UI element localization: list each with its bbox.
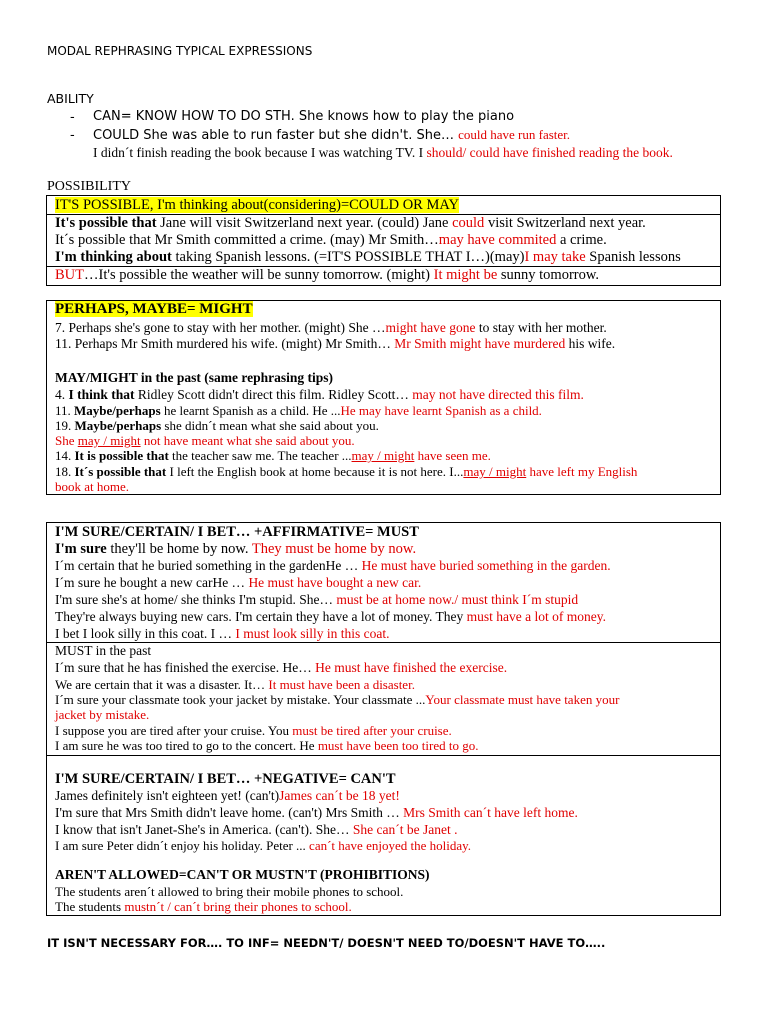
prohibition-line: The students aren´t allowed to bring their mobile phones to school. (55, 884, 404, 899)
must-line: I'm sure she's at home/ she thinks I'm stupid. She… must be at home now./ must think I´m stupid (55, 592, 579, 607)
perhaps-line: book at home. (55, 479, 130, 494)
perhaps-line: She may / might not have meant what she said about you. (55, 433, 355, 448)
possibility-line: It´s possible that Mr Smith committed a crime. (may) Mr Smith…may have commited a crime. (55, 232, 607, 248)
must-past-line: We are certain that it was a disaster. It… It must have been a disaster. (55, 677, 415, 692)
page-title: MODAL REPHRASING TYPICAL EXPRESSIONS (47, 44, 313, 58)
prohibitions-heading: AREN'T ALLOWED=CAN'T OR MUSTN'T (PROHIBITIONS) (55, 867, 430, 882)
perhaps-line: 11. Maybe/perhaps he learnt Spanish as a child. He ...He may have learnt Spanish as a child. (55, 403, 542, 418)
must-cant-box (46, 522, 721, 916)
cant-title: I'M SURE/CERTAIN/ I BET… +NEGATIVE= CAN'T (55, 771, 396, 787)
must-past-line: I suppose you are tired after your cruise. You must be tired after your cruise. (55, 723, 452, 738)
possibility-line: It's possible that Jane will visit Switzerland next year. (could) Jane could visit Switzerland next year. (55, 215, 646, 231)
perhaps-line: 14. It is possible that the teacher saw me. The teacher ...may / might have seen me. (55, 448, 491, 463)
bullet-dash: - (70, 110, 75, 125)
perhaps-line: 18. It´s possible that I left the English book at home because it is not here. I...may / might have left my English (55, 464, 638, 479)
cant-line: I know that isn't Janet-She's in America. (can't). She… She can´t be Janet . (55, 822, 458, 837)
possibility-line: I'm thinking about taking Spanish lessons. (=IT'S POSSIBLE THAT I…)(may)I may take Spanish lessons (55, 249, 681, 265)
must-line: They're always buying new cars. I'm certain they have a lot of money. They must have a lot of money. (55, 609, 606, 624)
must-past-line: I am sure he was too tired to go to the concert. He must have been too tired to go. (55, 738, 479, 753)
must-line: I bet I look silly in this coat. I … I must look silly in this coat. (55, 626, 390, 641)
must-past-line: I´m sure that he has finished the exercise. He… He must have finished the exercise. (55, 660, 508, 675)
possibility-line: BUT…It's possible the weather will be sunny tomorrow. (might) It might be sunny tomorrow. (55, 267, 600, 283)
cant-line: I'm sure that Mrs Smith didn't leave home. (can't) Mrs Smith … Mrs Smith can´t have left home. (55, 805, 578, 820)
must-title: I'M SURE/CERTAIN/ I BET… +AFFIRMATIVE= MUST (55, 524, 419, 540)
ability-item-could-example: I didn´t finish reading the book because I was watching TV. I should/ could have finished reading the book. (93, 145, 673, 160)
must-line: I'm sure they'll be home by now. They must be home by now. (55, 541, 417, 557)
bullet-dash: - (70, 128, 75, 143)
needn't-heading: IT ISN'T NECESSARY FOR…. TO INF= NEEDN'T/ DOESN'T NEED TO/DOESN'T HAVE TO….. (47, 936, 606, 950)
perhaps-line: 11. Perhaps Mr Smith murdered his wife. (might) Mr Smith… Mr Smith might have murdered his wife. (55, 336, 616, 351)
must-past-line: jacket by mistake. (55, 707, 150, 722)
may-might-past-heading: MAY/MIGHT in the past (same rephrasing tips) (55, 370, 334, 385)
ability-heading: ABILITY (47, 91, 94, 106)
perhaps-box (46, 300, 721, 495)
prohibition-line: The students mustn´t / can´t bring their phones to school. (55, 899, 352, 914)
perhaps-title: PERHAPS, MAYBE= MIGHT (55, 301, 253, 317)
must-line: I´m sure he bought a new carHe … He must have bought a new car. (55, 575, 422, 590)
perhaps-line: 4. I think that Ridley Scott didn't direct this film. Ridley Scott… may not have directed this film. (55, 387, 584, 402)
possibility-box (46, 195, 721, 286)
ability-item-can: CAN= KNOW HOW TO DO STH. She knows how to play the piano (93, 109, 515, 124)
must-past-heading: MUST in the past (55, 643, 152, 658)
cant-line: I am sure Peter didn´t enjoy his holiday. Peter ... can´t have enjoyed the holiday. (55, 838, 472, 853)
cant-line: James definitely isn't eighteen yet! (can't)James can´t be 18 yet! (55, 788, 400, 803)
possibility-title: IT'S POSSIBLE, I'm thinking about(considering)=COULD OR MAY (55, 197, 459, 213)
must-line: I´m certain that he buried something in the gardenHe … He must have buried something in the garden. (55, 558, 611, 573)
ability-item-could: COULD She was able to run faster but she didn't. She… could have run faster. (93, 127, 571, 143)
perhaps-line: 7. Perhaps she's gone to stay with her mother. (might) She …might have gone to stay with her mother. (55, 320, 607, 335)
must-past-line: I´m sure your classmate took your jacket by mistake. Your classmate ...Your classmate must have taken your (55, 692, 620, 707)
perhaps-line: 19. Maybe/perhaps she didn´t mean what she said about you. (55, 418, 379, 433)
possibility-heading: POSSIBILITY (47, 179, 132, 194)
